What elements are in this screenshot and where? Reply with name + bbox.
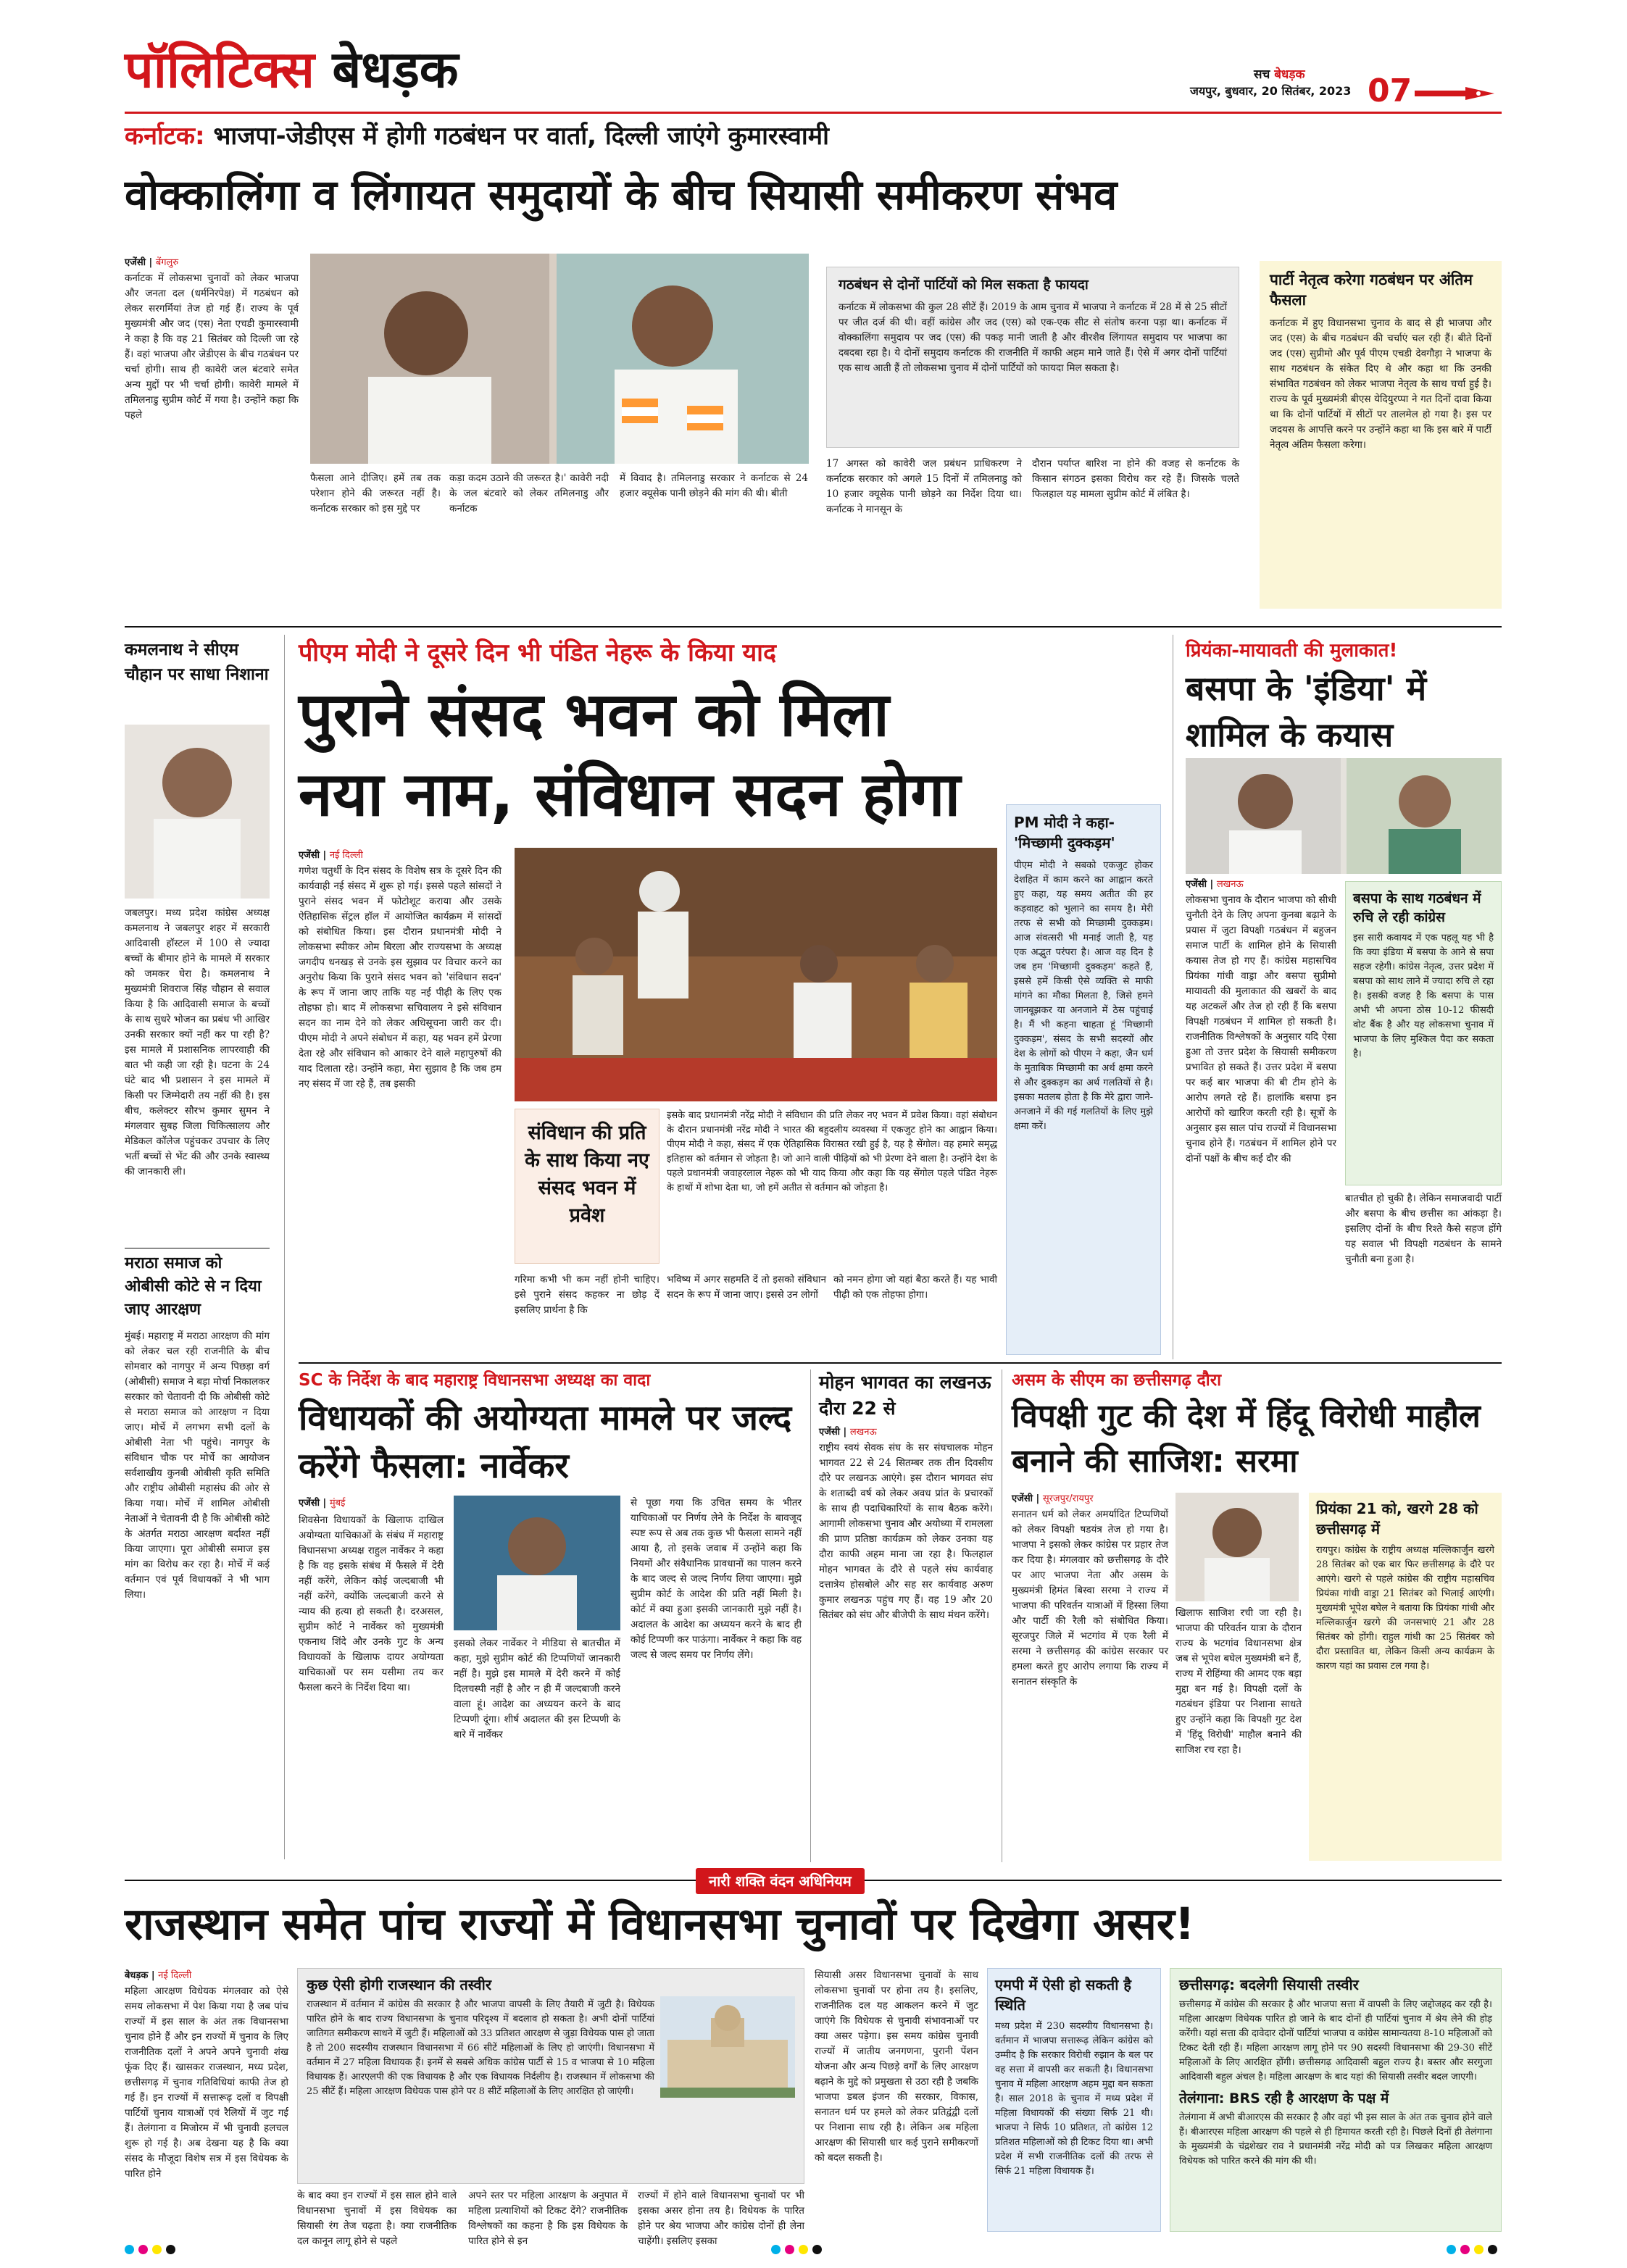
- dot-yellow: [152, 2245, 162, 2254]
- story1-photo: [310, 254, 809, 464]
- story8-box-text: रायपुर। कांग्रेस के राष्ट्रीय अध्यक्ष मल्लिकार्जुन खरगे 28 सितंबर को एक बार फिर छत्तीसगढ़ के दौरे पर आएंगे। खरगे से पहले कांग्रेस की राष्ट्रीय महासचिव प्रियंका गांधी वाड्रा 21 सितंबर को भिलाई आएंगी। मुख्यमंत्री भूपेश बघेल ने बताया कि प्रियंका गांधी और मल्लिकार्जुन खरगे की जनसभाएं 21 और 28 सितंबर को होंगी। राहुल गांधी का 25 सितंबर को दौरा प्रस्तावित था, लेकिन किसी अन्य कार्यक्रम के कारण यहां का प्रवास टल गया है।: [1316, 1545, 1494, 1672]
- story4-headline-line2: नया नाम, संविधान सदन होगा: [299, 759, 961, 830]
- story4-side-text: पीएम मोदी ने सबको एकजुट होकर देशहित में काम करने का आह्वान करते हुए कहा, यह समय अतीत की हर कड़वाहट को भुलाने का समय है। मेरी तरफ से सभी को मिच्छामी दुक्कड़म। आज संवत्सरी भी मनाई जाती है, यह एक अद्भुत परंपरा है। आज वह दिन है जब हम 'मिच्छामी दुक्कड़म' कहते हैं, इससे हमें किसी ऐसे व्यक्ति से माफी मांगने का मौका मिलता है, जिसे हमने जानबूझकर या अनजाने में ठेस पहुंचाई है। मैं भी कहना चाहता हूं 'मिच्छामी दुक्कड़म', संसद के सभी सदस्यों और देश के लोगों को पीएम ने कहा, जैन धर्म के मुताबिक मिच्छामी का अर्थ क्षमा करने से और दुक्कड़म का अर्थ गलतियों से है। इसका मतलब होता है कि मेरे द्वारा जाने-अनजाने में की गई गलतियों के लिए मुझे क्षमा करें।: [1014, 860, 1153, 1132]
- story5-byline: एजेंसी | लखनऊ: [1186, 879, 1244, 890]
- masthead: [125, 35, 1502, 107]
- registration-dots-left: [125, 2245, 175, 2254]
- story1-box2-title: पार्टी नेतृत्व करेगा गठबंधन पर अंतिम फैसला: [1270, 271, 1473, 309]
- masthead-rule: [125, 112, 1502, 114]
- story1-col2: फैसला आने दीजिए। हमें तब तक परेशान होने की जरूरत नहीं है। कर्नाटक सरकार को इस मुद्दे पर: [310, 472, 441, 514]
- story4-col4: को नमन होगा जो यहां बैठा करते हैं। यह भावी पीढ़ी को एक तोहफा होगा।: [833, 1274, 997, 1301]
- story7-byline: एजेंसी | लखनऊ: [819, 1427, 877, 1438]
- story4-byline: एजेंसी | नई दिल्ली: [299, 850, 363, 861]
- story9-rajasthan-box: [297, 1968, 804, 2184]
- story9-col2: के बाद क्या इन राज्यों में इस साल होने वाले विधानसभा चुनावों में इस विधेयक का सियासी रंग तेज चढ़ता है। क्या राजनीतिक दल कानून लागू होने से पहले: [297, 2190, 457, 2247]
- story9-cg-text: छत्तीसगढ़ में कांग्रेस की सरकार है और भाजपा सत्ता में वापसी के लिए जद्दोजहद कर रही है। महिला आरक्षण विधेयक पारित हो जाने के बाद दोनों ही पार्टियां चुनाव में श्रेय लेने की होड़ करेंगी। यहां सत्ता की दावेदार दोनों पार्टियां भाजपा व कांग्रेस सामान्यतया 8-10 महिलाओं को टिकट देती रही हैं। महिला आरक्षण लागू होने पर 90 सदस्यी विधानसभा की 29-30 सीटें महिलाओं के लिए आरक्षित होंगी। छत्तीसगढ़ आदिवासी बहुल राज्य है। बस्तर और सरगुजा आदिवासी बहुल अंचल है। महिला आरक्षण के बाद यहां की सियासी तस्वीर बदल जाएगी।: [1179, 1999, 1492, 2083]
- dot-magenta: [785, 2245, 794, 2254]
- story1-box1-text: कर्नाटक में लोकसभा की कुल 28 सीटें हैं। 2019 के आम चुनाव में भाजपा ने कर्नाटक में 28 में से 25 सीटों पर जीत दर्ज की थी। वहीं कांग्रेस और जद (एस) को एक-एक सीट से संतोष करना पड़ा था। कर्नाटक में वोक्कालिंगा समुदाय पर जद (एस) की पकड़ मानी जाती है और वीरशैव लिंगायत समुदाय पर भाजपा का दबदबा रहा है। ये दोनों समुदाय कर्नाटक की राजनीति में काफी अहम माने जाते हैं। ऐसे में अगर दोनों पार्टियां एक साथ आती हैं तो लोकसभा चुनाव में दोनों पार्टियों को फायदा मिल सकता है।: [839, 301, 1227, 374]
- story1-box2-text: कर्नाटक में हुए विधानसभा चुनाव के बाद से ही भाजपा और जद (एस) के बीच गठबंधन की चर्चाएं चल रही हैं। बीते दिनों जद (एस) सुप्रीमो और पूर्व पीएम एचडी देवगौड़ा ने भाजपा के साथ गठबंधन के संकेत दिए थे और कहा था कि उनकी संभावित गठबंधन को लेकर भाजपा नेतृत्व के साथ चर्चा हुई है। राज्य के पूर्व मुख्यमंत्री बीएस येदियुरप्पा ने गत दिनों दावा किया था कि दोनों पार्टियों में सीटों पर तालमेल हो गया है। इस पर जदयस के आपत्ति करने पर उन्होंने कहा था कि इस बारे में पार्टी नेतृत्व अंतिम फैसला करेगा।: [1270, 317, 1491, 451]
- story8-headline: विपक्षी गुट की देश में हिंदू विरोधी माहौल बनाने की साजिश: सरमा: [1012, 1398, 1481, 1480]
- registration-dots-right: [1447, 2245, 1497, 2254]
- story5-photo: [1186, 758, 1502, 874]
- story9-mp-title: एमपी में ऐसी हो सकती है स्थिति: [995, 1976, 1131, 2014]
- story6-kicker: SC के निर्देश के बाद महाराष्ट्र विधानसभा अध्यक्ष का वादा: [299, 1371, 651, 1390]
- dot-cyan: [125, 2245, 134, 2254]
- story9-tag: नारी शक्ति वंदन अधिनियम: [696, 1868, 865, 1894]
- story1-col6: दौरान पर्याप्त बारिश ना होने की वजह से कर्नाटक के किसान संगठन इसका विरोध कर रहे हैं। जिसके चलते फिलहाल यह मामला सुप्रीम कोर्ट में लंबित है।: [1032, 458, 1239, 500]
- story9-tg-title: तेलंगाना: BRS रही है आरक्षण के पक्ष में: [1179, 2090, 1389, 2106]
- story2-headline: कमलनाथ ने सीएम चौहान पर साधा निशाना: [125, 641, 269, 684]
- dot-cyan: [771, 2245, 781, 2254]
- story6-col2: इसको लेकर नार्वेकर ने मीडिया से बातचीत में कहा, मुझे सुप्रीम कोर्ट की टिप्पणियों जानकारी नहीं है। मुझे इस मामले में देरी करने में कोई दिलचस्पी नहीं है और न ही मैं जल्दबाजी करने वाला हूं। आदेश का अध्ययन करने के बाद टिप्पणी दूंगा। शीर्ष अदालत की इस टिप्पणी के बारे में नार्वेकर: [454, 1638, 620, 1740]
- dot-yellow: [1474, 2245, 1484, 2254]
- story1-kicker: कर्नाटक: भाजपा-जेडीएस में होगी गठबंधन पर वार्ता, दिल्ली जाएंगे कुमारस्वामी: [125, 122, 829, 151]
- story5-headline: बसपा के 'इंडिया' में शामिल के कयास: [1186, 669, 1427, 754]
- story3-headline: मराठा समाज को ओबीसी कोटे से न दिया जाए आरक्षण: [125, 1254, 262, 1319]
- story6-col3: से पूछा गया कि उचित समय के भीतर याचिकाओं पर निर्णय लेने के निर्देश के बावजूद स्पष्ट रूप से अब तक कुछ भी फैसला सामने नहीं आया है, तो इसके जवाब में उन्होंने कहा कि नियमों और संवैधानिक प्रावधानों का पालन करने के बाद जल्द से जल्द निर्णय लिया जाएगा। मुझे सुप्रीम कोर्ट के आदेश की प्रति नहीं मिली है। कोर्ट में क्या हुआ इसकी जानकारी मुझे नहीं है। अदालत के आदेश का अध्ययन करने के बाद ही कोई टिप्पणी कर पाऊंगा। नार्वेकर ने कहा कि वह जल्द से जल्द समय पर निर्णय लेंगे।: [631, 1497, 802, 1661]
- story1-box1-title: गठबंधन से दोनों पार्टियों को मिल सकता है फायदा: [839, 277, 1089, 293]
- story9-byline: बेधड़क | नई दिल्ली: [125, 1970, 192, 1981]
- left-col-divider: [284, 635, 285, 1859]
- story6-byline: एजेंसी | मुंबई: [299, 1498, 346, 1509]
- story4-headline-line1: पुराने संसद भवन को मिला: [299, 679, 889, 750]
- story1-col1: कर्नाटक में लोकसभा चुनावों को लेकर भाजपा और जनता दल (धर्मनिरपेक्ष) में गठबंधन को लेकर सरगर्मियां तेज हो गई हैं। राज्य के पूर्व मुख्यमंत्री और जद (एस) नेता एचडी कुमारस्वामी ने कहा है कि वह 21 सितंबर को दिल्ली जा रहे हैं। वहां भाजपा और जेडीएस के बीच गठबंधन पर चर्चा होगी। साथ ही कावेरी जल बंटवारे समेत अन्य मुद्दों पर भी चर्चा होगी। कावेरी मामले में तमिलनाडु सुप्रीम कोर्ट में गया है। उन्होंने कहा कि पहले: [125, 272, 299, 421]
- story7-text: राष्ट्रीय स्वयं सेवक संघ के सर संघचालक मोहन भागवत 22 से 24 सितम्बर तक तीन दिवसीय दौरे पर लखनऊ आएंगे। इस दौरान भागवत संघ के शताब्दी वर्ष को लेकर अवध प्रांत के प्रचारकों के साथ ही पदाधिकारियों के साथ बैठक करेंगे। आगामी लोकसभा चुनाव और अयोध्या में रामलला की प्राण प्रतिष्ठा कार्यक्रम को लेकर उनका यह दौरा काफी अहम माना जा रहा है। फिलहाल मोहन भागवत के दौरे से पहले संघ कार्यवाह दत्तात्रेय होसबोले और सह सर कार्यवाह अरुण कुमार लखनऊ पहुंच गए हैं। वह 19 और 20 सितंबर को संघ और बीजेपी के साथ मंथन करेंगे।: [819, 1442, 993, 1621]
- story5-box-text: इस सारी कवायद में एक पहलू यह भी है कि क्या इंडिया में बसपा के आने से सपा सहज रहेगी। कांग्रेस नेतृत्व, उत्तर प्रदेश में बसपा को साथ लाने में ज्यादा रुचि ले रहा है। इसकी वजह है कि बसपा के पास अभी भी अपना ठोस 10-12 फीसदी वोट बैंक है और यह लोकसभा चुनाव में भाजपा के लिए मुश्किल पैदा कर सकता है।: [1353, 933, 1494, 1059]
- story1-box2: [1260, 261, 1502, 609]
- story9-tg-text: तेलंगाना में अभी बीआरएस की सरकार है और वहां भी इस साल के अंत तक चुनाव होने वाले हैं। बीआरएस महिला आरक्षण की पहले से ही हिमायत करती रही है। पिछले दिनों ही तेलंगाना के मुख्यमंत्री के चंद्रशेखर राव ने प्रधानमंत्री नरेंद्र मोदी को पत्र लिखकर महिला आरक्षण विधेयक को पारित करने की मांग की थी।: [1179, 2112, 1492, 2167]
- story2-text: जबलपुर। मध्य प्रदेश कांग्रेस अध्यक्ष कमलनाथ ने जबलपुर शहर में सरकारी आदिवासी हॉस्टल में 100 से ज्यादा बच्चों के बीमार होने के मामले में सरकार को जमकर घेरा है। कमलनाथ ने मुख्यमंत्री शिवराज सिंह चौहान से सवाल किया है कि आदिवासी समाज के बच्चों के साथ सुधरे भोजन का प्रबंध भी आखिर उनकी सरकार क्यों नहीं कर पा रही है? इस मामले में प्रशासनिक लापरवाही की बात भी कही जा रही है। घटना के 24 घंटे बाद भी प्रशासन ने इस मामले में किसी पर जिम्मेदारी तय नहीं की है। इस बीच, कलेक्टर सौरभ कुमार सुमन ने मंगलवार सुबह जिला चिकित्सालय और मेडिकल कॉलेज पहुंचकर उपचार के लिए भर्ती बच्चों से भेंट की और उनके स्वास्थ्य की जानकारी ली।: [125, 907, 270, 1177]
- story6-col1: शिवसेना विधायकों के खिलाफ दाखिल अयोग्यता याचिकाओं के संबंध में महाराष्ट्र विधानसभा अध्यक्ष राहुल नार्वेकर ने कहा है कि वह इसके संबंध में फैसले में देरी नहीं करेंगे, लेकिन कोई जल्दबाजी भी नहीं करेंगे, क्योंकि जल्दबाजी करने से न्याय की हत्या हो सकती है। दरअसल, सुप्रीम कोर्ट ने नार्वेकर को मुख्यमंत्री एकनाथ शिंदे और उनके गुट के अन्य विधायकों के खिलाफ दायर अयोग्यता याचिकाओं पर सम यसीमा तय कर फैसला करने के निर्देश दिया था।: [299, 1514, 444, 1693]
- story9-cg-title: छत्तीसगढ़: बदलेगी सियासी तस्वीर: [1179, 1976, 1359, 1993]
- story5-text2: बातचीत हो चुकी है। लेकिन समाजवादी पार्टी और बसपा के बीच छत्तीस का आंकड़ा है। इसलिए दोनों के बीच रिश्ते कैसे सहज होंगे यह सवाल भी विपक्षी गठबंधन के सामने चुनौती बना हुआ है।: [1345, 1193, 1502, 1265]
- story7-headline: मोहन भागवत का लखनऊ दौरा 22 से: [819, 1372, 991, 1419]
- story8-byline: एजेंसी | सूरजपुर/रायपुर: [1012, 1493, 1094, 1504]
- registration-dots-center: [771, 2245, 822, 2254]
- story8-box-title: प्रियंका 21 को, खरगे 28 को छत्तीसगढ़ में: [1316, 1500, 1478, 1538]
- story4-side-box: [1006, 804, 1161, 1355]
- story9-col3: अपने स्तर पर महिला आरक्षण के अनुपात में महिला प्रत्याशियों को टिकट देंगे? राजनीतिक विश्लेषकों का कहना है कि इस विधेयक के पारित होने से इन: [468, 2190, 628, 2247]
- story5-box-title: बसपा के साथ गठबंधन में रुचि ले रही कांग्रेस: [1353, 891, 1481, 925]
- dot-black: [812, 2245, 822, 2254]
- story9-rajasthan-text: राजस्थान में वर्तमान में कांग्रेस की सरकार है और भाजपा वापसी के लिए तैयारी में जुटी है। विधेयक पारित होने के बाद राज्य विधानसभा के चुनाव परिदृश्य में बदलाव हो सकता है। अभी दोनों पार्टियां जातिगत समीकरण साधने में जुटी हैं। महिलाओं को 33 प्रतिशत आरक्षण से जुड़ा विधेयक पास हो जाता है तो 200 सदस्यीय राजस्थान विधानसभा में 66 सीटें महिलाओं के लिए हो जाएंगी। विधानसभा में वर्तमान में 27 महिला विधायक हैं। इनमें से सबसे अधिक कांग्रेस पार्टी से 15 व भाजपा से 10 महिला विधायक हैं। आरएलपी की एक विधायक है और एक विधायक निर्दलीय है। राजस्थान में लोकसभा की 25 सीटें हैं। महिला आरक्षण विधेयक पास होने पर 8 सीटें महिलाओं के लिए आरक्षित हो जाएंगी।: [307, 1999, 654, 2097]
- dot-black: [1488, 2245, 1497, 2254]
- story1-col5: 17 अगस्त को कावेरी जल प्रबंधन प्राधिकरण ने कर्नाटक सरकार को अगले 15 दिनों में तमिलनाडु को 10 हजार क्यूसेक पानी छोड़ने का निर्देश दिया था। कर्नाटक ने मानसून के: [826, 458, 1022, 515]
- dot-black: [166, 2245, 175, 2254]
- story4-col3: भविष्य में अगर सहमति दें तो इसको संविधान सदन के रूप में जाना जाए। इससे उन लोगों: [667, 1274, 826, 1301]
- story9-rajasthan-photo: [660, 1996, 795, 2098]
- story8-box: [1309, 1493, 1502, 1861]
- story9-col4: राज्यों में होने वाले विधानसभा चुनावों पर भी इसका असर होना तय है। विधेयक के पारित होने पर श्रेय भाजपा और कांग्रेस दोनों ही लेना चाहेंगी। इसलिए इसका: [638, 2190, 804, 2247]
- story8-col1: सनातन धर्म को लेकर अमर्यादित टिप्पणियों को लेकर विपक्षी षडयंत्र तेज हो गया है। भाजपा ने इसको लेकर कांग्रेस पर प्रहार तेज कर दिया है। मंगलवार को छत्तीसगढ़ के दौरे पर आए भाजपा नेता और असम के मुख्यमंत्री हिमंत बिस्वा सरमा ने राज्य में भाजपा की परिवर्तन यात्राओं में हिस्सा लिया और पार्टी की रैली को संबोधित किया। सूरजपुर जिले में भटगांव में एक रैली में सरमा ने छत्तीसगढ़ की कांग्रेस सरकार पर हमला करते हुए आरोप लगाया कि राज्य में सनातन संस्कृति के: [1012, 1509, 1168, 1688]
- story1-byline: एजेंसी | बेंगलुरु: [125, 257, 179, 268]
- story4-side-title: PM मोदी ने कहा- 'मिच्छामी दुक्कड़म': [1014, 814, 1115, 851]
- story1-col4: में विवाद है। तमिलनाडु सरकार ने कर्नाटक से 24 हजार क्यूसेक पानी छोड़ने की मांग की थी। बीती: [620, 472, 808, 499]
- story5-text1: लोकसभा चुनाव के दौरान भाजपा को सीधी चुनौती देने के लिए अपना कुनबा बढ़ाने के प्रयास में जुटा विपक्षी गठबंधन में बहुजन समाज पार्टी के शामिल होने के सियासी कयास तेज हो गए हैं। कांग्रेस महासचिव प्रियंका गांधी वाड्रा और बसपा सुप्रीमो मायावती की मुलाकात की खबरों के बाद यह अटकलें और तेज हो रही हैं कि बसपा विपक्षी गठबंधन में शामिल हो सकती है। राजनीतिक विश्लेषकों के अनुसार यदि ऐसा हुआ तो उत्तर प्रदेश के सियासी समीकरण प्रभावित हो सकते हैं। उत्तर प्रदेश में बसपा पर कई बार भाजपा की बी टीम होने के आरोप लगते रहे हैं। हालांकि बसपा इन आरोपों को खारिज करती रही है। सूत्रों के अनुसार इस साल पांच राज्यों में विधानसभा चुनाव होने हैं। गठबंधन में शामिल होने पर दोनों पक्षों के बीच कई दौर की: [1186, 894, 1336, 1164]
- dot-yellow: [799, 2245, 808, 2254]
- section-rule-2: [299, 1362, 1502, 1364]
- story8-col2: खिलाफ साजिश रची जा रही है। भाजपा की परिवर्तन यात्रा के दौरान राज्य के भटगांव विधानसभा क्षेत्र जब से भूपेश बघेल मुख्यमंत्री बने हैं, राज्य में रोहिंग्या की आमद एक बड़ा मुद्दा बन गई है। विपक्षी दलों के गठबंधन इंडिया पर निशाना साधते हुए उन्होंने कहा कि विपक्षी गुट देश में 'हिंदू विरोधी' माहौल बनाने की साजिश रच रहा है।: [1175, 1607, 1302, 1756]
- story1-col3: कड़ा कदम उठाने की जरूरत है।' कावेरी नदी के जल बंटवारे को लेकर तमिलनाडु और कर्नाटक: [449, 472, 609, 514]
- story9-rajasthan-title: कुछ ऐसी होगी राजस्थान की तस्वीर: [307, 1976, 492, 1993]
- story1-box1: [826, 267, 1239, 448]
- brand-small: सच बेधड़क: [1254, 67, 1305, 82]
- story5-kicker: प्रियंका-मायावती की मुलाकात!: [1186, 640, 1398, 662]
- pen-nib-icon: [1415, 86, 1502, 101]
- story3-text: मुंबई। महाराष्ट्र में मराठा आरक्षण की मांग को लेकर चल रही राजनीति के बीच सोमवार को नागपुर में अन्य पिछड़ा वर्ग (ओबीसी) समाज ने बड़ा मोर्चा निकालकर सरकार को चेतावनी दी कि ओबीसी कोटे से मराठा समाज को आरक्षण न दिया जाए। मोर्चे में लगभग सभी दलों के ओबीसी नेता भी पहुंचे। नागपुर के संविधान चौक पर मोर्चे का आयोजन सर्वशाखीय कुनबी ओबीसी कृति समिति और राष्ट्रीय ओबीसी महासंघ की ओर से किया गया। मोर्चे में शामिल ओबीसी नेताओं ने चेतावनी दी है कि ओबीसी कोटे के अंतर्गत मराठा आरक्षण बर्दाश्त नहीं किया जाएगा। पूरा ओबीसी समाज इस मांग का विरोध कर रहा है। मोर्चे में कई वर्तमान एवं पूर्व विधायकों ने भी भाग लिया।: [125, 1330, 270, 1601]
- story8-photo: [1175, 1493, 1299, 1601]
- story9-headline: राजस्थान समेत पांच राज्यों में विधानसभा चुनावों पर दिखेगा असर!: [125, 1898, 1195, 1950]
- story9-cg-box: [1170, 1968, 1502, 2232]
- story9-mp-text: मध्य प्रदेश में 230 सदस्यीय विधानसभा है। वर्तमान में भाजपा सत्तारूढ़ लेकिन कांग्रेस को उम्मीद है कि सरकार विरोधी रुझान के बल पर वह सत्ता में वापसी कर सकती है। विधानसभा चुनाव में महिला आरक्षण अहम मुद्दा बन सकता है। साल 2018 के चुनाव में मध्य प्रदेश में महिला विधायकों की संख्या सिर्फ 21 थी। भाजपा ने सिर्फ 10 प्रतिशत, तो कांग्रेस 12 प्रतिशत महिलाओं को ही टिकट दिया था। अभी प्रदेश में सभी राजनीतिक दलों की तरफ से सिर्फ 21 महिला विधायक हैं।: [995, 2021, 1153, 2177]
- dateline: जयपुर, बुधवार, 20 सितंबर, 2023: [1190, 84, 1352, 98]
- story4-kicker: पीएम मोदी ने दूसरे दिन भी पंडित नेहरू के किया याद: [299, 638, 777, 667]
- dot-cyan: [1447, 2245, 1456, 2254]
- story9-col1: महिला आरक्षण विधेयक मंगलवार को ऐसे समय लोकसभा में पेश किया गया है जब पांच राज्यों में इस साल के अंत तक विधानसभा चुनाव होने हैं और इन राज्यों में चुनाव के लिए राजनीतिक दलों ने अपने अपने चुनावी शंख फूंक दिए हैं। खासकर राजस्थान, मध्य प्रदेश, छत्तीसगढ़ में चुनाव गतिविधियां काफी तेज हो गई हैं। इन राज्यों में सत्तारूढ़ दलों व विपक्षी पार्टियों चुनाव यात्राओं एवं रैलियों में जुट गई हैं। तेलंगाना व मिजोरम में भी चुनावी हलचल शुरू हो गई है। अब देखना यह है कि क्या संसद के मौजूदा विशेष सत्र में इस विधेयक के पारित होने: [125, 1985, 288, 2180]
- story4-col1: गणेश चतुर्थी के दिन संसद के विशेष सत्र के दूसरे दिन की कार्यवाही नई संसद में शुरू हो गई। इससे पहले सांसदों ने पुराने संसद भवन में फोटोशूट कराया और उसके ऐतिहासिक सेंट्रल हॉल में आयोजित कार्यक्रम में सांसदों को संबोधित किया। इस दौरान प्रधानमंत्री मोदी ने लोकसभा स्पीकर ओम बिरला और राज्यसभा के अध्यक्ष जगदीप धनखड़ से उनके इस सुझाव पर विचार करने का अनुरोध किया कि पुराने संसद भवन को 'संविधान सदन' के रूप में जाना जाए ताकि यह नई पीढ़ी के लिए एक तोहफा हो। बाद में लोकसभा सचिवालय ने इसे संविधान सदन का नाम देने को लेकर अधिसूचना जारी कर दी। पीएम मोदी ने अपने संबोधन में कहा, यह भवन हमें प्रेरणा देता रहे और संविधान को आकार देने वाले महापुरुषों की याद दिलाता रहे। उन्होंने कहा, मेरा सुझाव है कि जब हम नए संसद में जा रहे हैं, तब इसकी: [299, 865, 502, 1090]
- story4-photo: [515, 848, 997, 1101]
- story8-kicker: असम के सीएम का छत्तीसगढ़ दौरा: [1012, 1371, 1222, 1390]
- story4-quote-text: इसके बाद प्रधानमंत्री नरेंद्र मोदी ने संविधान की प्रति लेकर नए भवन में प्रवेश किया। वहां संबोधन के दौरान प्रधानमंत्री नरेंद्र मोदी ने भारत की बहुदलीय व्यवस्था में एकजुट होने का आह्वान किया। पीएम मोदी ने कहा, संसद में एक ऐतिहासिक विरासत रखी हुई है, यह है सेंगोल। वह हमारे समृद्ध इतिहास को वर्तमान से जोड़ता है। जो आने वाली पीढ़ियों को भी प्रेरणा देने वाला है। उन्होंने देश के पहले प्रधानमंत्री जवाहरलाल नेहरू को भी याद किया और कहा कि यह सेंगोल पहले पंडित नेहरू के हाथों में शोभा देता था, जो हमें अतीत से वर्तमान को जोड़ता है।: [667, 1110, 997, 1193]
- section-rule-1: [125, 626, 1502, 628]
- story2-photo: [125, 725, 270, 899]
- story4-col2: गरिमा कभी भी कम नहीं होनी चाहिए। इसे पुराने संसद कहकर ना छोड़ दें इसलिए प्रार्थना है कि: [515, 1274, 659, 1316]
- section-title: पॉलिटिक्स बेधड़क: [125, 40, 459, 99]
- story6-divider: [810, 1369, 811, 1862]
- dot-magenta: [138, 2245, 148, 2254]
- story4-quote-headline: संविधान की प्रति के साथ किया नए संसद भवन में प्रवेश: [525, 1122, 649, 1227]
- page-number: 07: [1368, 72, 1412, 109]
- story6-headline: विधायकों की अयोग्यता मामले पर जल्द करेंगे फैसला: नार्वेकर: [299, 1398, 792, 1486]
- story9-mp-box: [987, 1968, 1161, 2232]
- story9-col5: सियासी असर विधानसभा चुनावों के साथ लोकसभा चुनावों पर होना तय है। इसलिए, राजनीतिक दल यह आकलन करने में जुट जाएंगे कि विधेयक से चुनावी संभावनाओं पर क्या असर पड़ेगा। इस समय कांग्रेस चुनावी राज्यों में जातीय जनगणना, पुरानी पेंशन योजना और अन्य पिछड़े वर्गों के लिए आरक्षण बढ़ाने के मुद्दे को प्रमुखता से उठा रही है जबकि भाजपा डबल इंजन की सरकार, विकास, सनातन धर्म पर हमले को लेकर प्रतिद्वंद्वी दलों पर निशाना साध रही है। लेकिन अब महिला आरक्षण की सियासी धार कई पुराने समीकरणों को बदल सकती है।: [815, 1969, 978, 2164]
- dot-magenta: [1460, 2245, 1470, 2254]
- story1-headline: वोक्कालिंगा व लिंगायत समुदायों के बीच सियासी समीकरण संभव: [125, 170, 1118, 220]
- story4-quote-box: [515, 1109, 659, 1264]
- story6-photo: [454, 1496, 620, 1630]
- story5-box: [1345, 881, 1502, 1185]
